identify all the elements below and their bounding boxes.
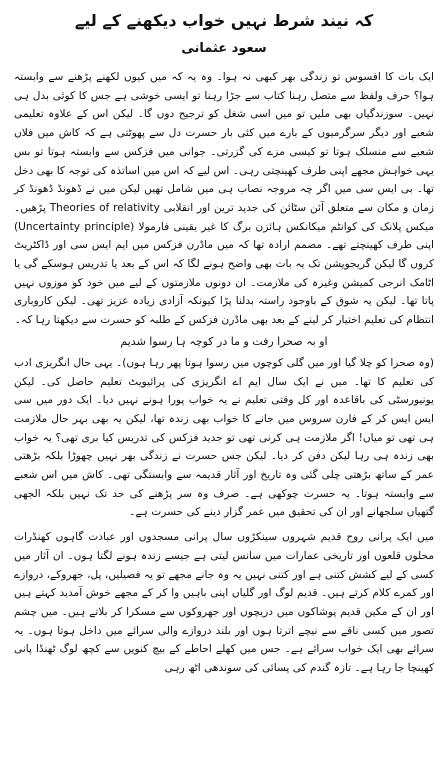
paragraph-3: میں ایک پرانی روح قدیم شہروں سینکڑوں سال پرانی مسجدوں اور عبادت گاہوں کھنڈرات محلوں قلعوں اور تاریخی عمارات میں سانس لیتی ہے جیسے زندہ ہونے لگتا ہوں۔ ان آثار میں کسی کے لیے کشش کتنی ہے اور کتنی نہیں یہ وہ جانے مجھے تو یہ فصیلیں، پل، جھروکے، دروازے اور کمرے کلام کرتے ہیں۔ قدیم لوگ اور گلیاں اپنی باہیں وا کر کے مجھے خوش آمدید کہتے ہیں اور ان کے مکین قدیم پوشاکوں میں دریچوں اور جھروکوں سے مسکرا کر بلاتے ہیں۔ میں چشم تصور میں کسی ناقے سے نیچے اترتا ہوں اور بلند دروازے والی سرائے میں داخل ہوتا ہوں۔ یہ سرائے بھی ایک خواب سرائے ہے۔ جس میں کھلے احاطے کے بیچ کنویں سے کچھ لوگ ٹھنڈا پانی کھینچا جا رہا ہے۔ تازہ گندم کی پسائی کی سوندھی اٹھ رہی: [14, 531, 434, 675]
article-title: کہ نیند شرط نہیں خواب دیکھنے کے لیے: [74, 11, 374, 30]
persian-verse: او بہ صحرا رفت و ما در کوچہ ہا رسوا شدیم: [120, 334, 328, 348]
author-name: سعود عثمانی: [181, 41, 267, 56]
paragraph-1: ایک بات کا افسوس تو زندگی بھر کبھی نہ ہوا۔ وہ یہ کہ میں کیوں لکھنے پڑھنے سے وابستہ ہوا؟ حرف ولفظ سے متصل رہنا کتاب سے جڑا رہنا تو ایسی خوشی ہے جس کا کوئی بدل ہی نہیں۔ سوزندگیاں بھی ملیں تو میں اسی شغل کو ترجیح دوں گا۔ لیکن اس کے علاوہ تعلیمی شعبے اور دیگر سرگرمیوں کے بارے میں کئی بار حسرت دل سے پھوٹتی ہے کہ کاش میں فلاں شعبے سے منسلک ہوتا تو کیسی مزے کی گزرتی۔ جوانی میں فزکس سے وابستہ ہوتا تو بس یہی خواہش مجھے اپنی طرف کھینچتی رہی۔ اس لیے کہ اس میں اساتذہ کی توجہ کا بھی دخل تھا۔ بی ایس سی میں اگر چہ مروجہ نصاب ہی میں شامل تھیں لیکن میں نے ڈھونڈ ڈھونڈ کر زمان و مکان سے متعلق آئن سٹائن کی جدید ترین اور انقلابی Theories of relativity پڑھیں۔ میکس پلانک کی کوانٹم میکانکس ہائزن برگ کا غیر یقینی فارمولا (Uncertainty principle) اپنی طرف کھینچتے تھے۔ مصمم ارادہ تھا کہ میں ماڈرن فزکس میں ایم ایس سی اور ڈاکٹریٹ کروں گا لیکن گریجویشن تک یہ بات بھی واضح ہونے لگا کہ اس کے بعد یا تدریس ہوسکے گی یا اٹامک انرجی کمیشن وغیرہ کی ملازمت۔ ان دونوں ملازمتوں کے لیے میں خود کو موزوں نہیں پاتا تھا۔ لیکن یہ شوق کے باوجود راستہ بدلنا پڑا کیونکہ آزادی زیادہ عزیز تھی۔ لیکن کاروباری انتظام کی تعلیم اختیار کر لینے کے بعد بھی ماڈرن فزکس کے طلبہ کو حسرت سے دیکھتا رہا کہ۔: [14, 71, 435, 327]
paragraph-2: (وہ صحرا کو چلا گیا اور میں گلی کوچوں میں رسوا ہوتا پھر رہا ہوں)۔ یہی حال انگریزی ادب کی تعلیم کا تھا۔ میں نے ایک سال ایم اے انگریزی کی پرائیویٹ تعلیم حاصل کی۔ لیکن یونیورسٹی کی باقاعدہ اور کل وقتی تعلیم نے یہ خواب پورا ہونے نہیں دیا۔ ایک دور میں سی ایس ایس کر کے فارن سروس میں جانے کا خواب بھی زندہ تھا، لیکن یہ بھی بہر حال ملازمت ہی تھی تو میاں! اگر ملازمت ہی کرنی تھی تو جدید فزکس کی تدریس کیا بری تھی؟ یہ خواب بھی زندہ ہی رہا لیکن دفن کر دیا۔ لیکن جس حسرت نے زندگی بھر نہیں چھوڑا بلکہ بڑھتی عمر کے ساتھ بڑھتی چلی گئی وہ تاریخ اور آثار قدیمہ سے وابستگی تھی۔ کاش میں اس شعبے سے وابستہ ہوتا۔ یہ حسرت چوکھی ہے۔ صرف وہ سر پڑھنے کی حد تک نہیں بلکہ الجھی گتھیاں سلجھانے اور ان کی تحقیق میں عمر گزار دینے کی حسرت ہے۔: [14, 356, 434, 519]
